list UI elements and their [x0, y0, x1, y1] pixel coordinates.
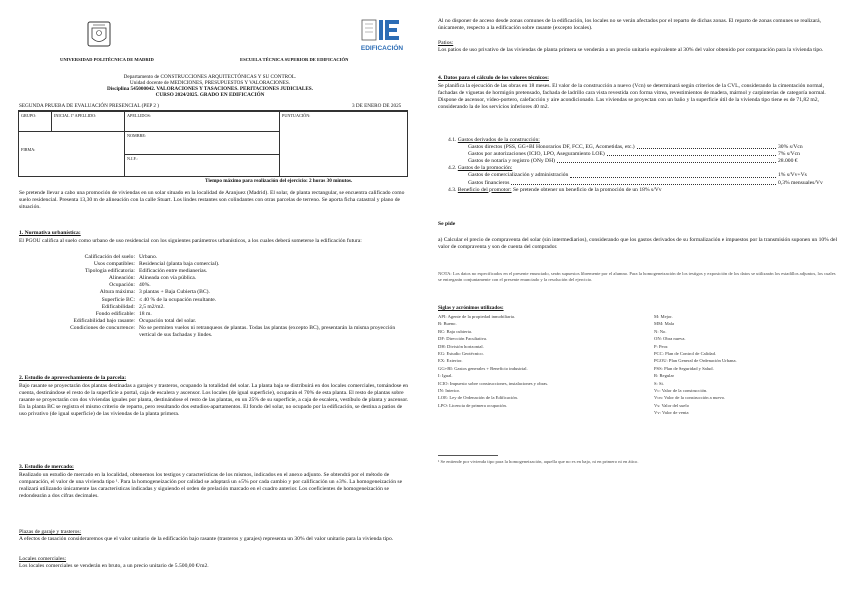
score-cell: PUNTUACIÓN:	[280, 112, 408, 177]
parameter-row	[19, 325, 409, 339]
cost-line	[448, 158, 838, 165]
section1-intro: El PGOU califica al suelo como urbano de uso residencial con los siguientes parámetros urbanísticos, a los cuales deberá someterse la edificación futura:	[19, 238, 362, 244]
leader-dots	[607, 151, 776, 156]
initial-cell[interactable]: INICIAL 1º APELLIDO:	[52, 112, 125, 132]
course-line: CURSO 2024/2025. GRADO EN EDIFICACIÓN	[155, 92, 265, 98]
parameter-value: 18 m.	[139, 310, 152, 317]
exam-identification-table	[18, 111, 408, 177]
section2-text: Bajo rasante se proyectarán dos plantas destinadas a garajes y trasteros, ocupando la totalidad del solar. La planta baja se distribuirá en dos locales comerciales, tomándose en cuenta, destinándose el resto de la superficie a portal, caja de escalera y ascensor. Los locales (de igual superficie), ocuparán el 70% de esta planta. El resto de plantas sobre rasante se proyectarán con dos viviendas iguales por planta, destinándose el resto de las plantas, en un 25% de su superficie, a caja de escalera, vestíbulo de planta y ascensor. En la planta BC se registra el mismo criterio de reparto, pero resultando dos estudios-apartamentos. El fondo del solar, no ocupado por la edificación, se destina a patios de uso privativo (de igual superficie) de las viviendas de la planta primera.	[19, 383, 409, 418]
parameter-label: Condiciones de concurrence:	[70, 324, 135, 331]
parameter-row	[19, 282, 409, 289]
cost-line-value: 7% s/Vcn	[778, 151, 800, 158]
parameter-value: Edificación entre medianerías.	[139, 268, 208, 275]
parameter-value: 3 plantas + Baja Cubierta (BC).	[139, 289, 210, 296]
edificacion-logo-text: EDIFICACIÓN	[360, 45, 404, 52]
acronym-entry: API: Agente de la propiedad inmobiliaria.	[438, 314, 516, 319]
cost-line-value: 1% s/Vv+Vs	[778, 172, 807, 179]
acronym-entry: R: Regular	[654, 373, 675, 379]
parameter-label: Ocupación:	[109, 282, 135, 289]
parameter-row	[19, 304, 409, 311]
cost-line-text: Gastos financieros	[468, 179, 510, 186]
section2-title: 2. Estudio de aprovechamiento de la parcela:	[19, 375, 127, 381]
parameter-row	[19, 261, 409, 268]
acronym-entry: Vs: Valor del suelo	[654, 402, 690, 408]
parameter-row	[19, 318, 409, 325]
cost-item-title: Gastos derivados de la construcción:	[457, 137, 540, 143]
cost-line	[448, 180, 838, 187]
university-name: UNIVERSIDAD POLITÉCNICA DE MADRID	[60, 57, 154, 62]
cost-line-value: 30% s/Vcn	[778, 144, 803, 151]
parameter-row	[19, 275, 409, 282]
exam-title: SEGUNDA PRUEBA DE EVALUACIÓN PRESENCIAL (PEP 2 )	[19, 103, 160, 109]
acronym-entry: BC: Baja cubierta.	[438, 328, 473, 334]
acronym-entry: EG: Estudio Geotécnico.	[438, 351, 484, 357]
leader-dots	[570, 172, 776, 177]
upm-logo	[82, 18, 116, 52]
parameter-value: Alineada con vía pública.	[139, 275, 197, 282]
patios-title: Patios:	[438, 40, 454, 46]
acronym-entry: M: Mejor.	[654, 314, 673, 319]
cost-item-heading	[448, 187, 838, 194]
intro-paragraph: Se pretende llevar a cabo una promoción de viviendas en un solar situado en la localidad de Aranjuez (Madrid). El solar, de planta rectangular, se encuentra calificado como suelo residencial. Presenta 13,30 m de alineación con la calle Stuart. Los lindes restantes son colindantes con otras parcelas de terreno. Se aporta ficha catastral y plano de situación.	[19, 190, 405, 211]
urban-parameters	[19, 254, 409, 339]
acronym-entry: LOE: Ley de Ordenación de la Edificación.	[438, 395, 518, 401]
acronym-entry: Vv: Valor de venta	[654, 410, 689, 416]
acronym-entry: Vcn: Valor de la construcción a nuevo.	[654, 395, 726, 401]
locals-title: Locales comerciales:	[19, 556, 67, 562]
acronym-entry: GG+BI: Gastos generales + Beneficio industrial.	[438, 365, 528, 371]
cost-item-number: 4.2.	[448, 165, 458, 172]
parameter-value: No se permiten vuelos ni retranqueos de plantas. Todas las plantas (excepto BC), presentarán la misma proyección vertical de sus fachadas y lindes.	[139, 324, 396, 339]
cost-items	[448, 137, 838, 194]
surnames-cell[interactable]: APELLIDOS:	[125, 112, 280, 132]
acronyms-right	[654, 313, 834, 417]
acronym-entry: PCC: Plan de Control de Calidad.	[654, 351, 717, 357]
acronym-entry: B: Bueno.	[438, 321, 457, 327]
acronym-entry: I: Igual.	[438, 373, 453, 379]
cost-line-text: Gastos de notaría y registro (ONy DH)	[468, 158, 555, 165]
cost-line-text: Se pretende obtener un beneficio de la promoción de un 18% s/Vv	[511, 186, 662, 193]
parameter-value: ≤ 40 % de la ocupación resultante.	[139, 296, 217, 303]
cost-line-value: 28.000 €	[778, 158, 798, 165]
acronym-entry: PGOU: Plan General de Ordenación Urbana.	[654, 358, 737, 364]
garages-title: Plazas de garaje y trasteros:	[19, 529, 82, 535]
zones-paragraph: Al no disponer de acceso desde zonas comunes de la edificación, los locales no se verán afectados por el reparto de dichas zonas. El reparto de zonas comunes se realizará, únicamente, respecto a la edificación sobre rasante (excepto locales).	[438, 18, 822, 32]
cost-line-value: 0,3% mensuales/Vv	[778, 179, 823, 186]
parameter-row	[19, 297, 409, 304]
parameter-label: Edificabilidad:	[101, 303, 135, 310]
parameter-label: Altura máxima:	[99, 289, 135, 296]
acronym-entry: ICIO: Impuesto sobre construcciones, instalaciones y obras.	[438, 380, 549, 386]
cost-line-text: Gastos por autorizaciones (ICIO, LPO, Aseguramiento LOE)	[468, 151, 605, 158]
signature-cell[interactable]: FIRMA:	[19, 132, 125, 177]
section3-text: Realizado un estudio de mercado en la localidad, obtenemos los testigos y características de los mismos, indicados en el anexo adjunto. Se obtendrá por el método de comparación, el valor de una vivienda tipo ¹. Para la homogeneización por calidad se adoptará un ±5% por cada cambio y por calificación un ±3%. La homogeneización se realizará utilizando únicamente las características indicadas y siguiendo el orden de prelación marcado en el cuadro anterior. Los coeficientes de homogeneización se redondearán a dos cifras decimales.	[19, 472, 403, 500]
department-line: Departamento de CONSTRUCCIONES ARQUITECTÓNICAS Y SU CONTROL.	[123, 74, 297, 80]
group-cell[interactable]: GRUPO:	[19, 112, 52, 132]
acronym-entry: PSS: Plan de Seguridad y Salud.	[654, 365, 714, 371]
patios-text: Los patios de uso privativo de las viviendas de planta primera se venderán a un precio unitario equivalente al 30% del valor obtenido por comparación para la vivienda tipo.	[438, 47, 824, 53]
note-paragraph: NOTA: Los datos no especificados en el presente enunciado, serán supuestos libremente por el alumno. Para la homogeneización de los testigos y exposición de los datos se utilizarán los estadillos adjuntos, los cuales se entregarán conjuntamente con el presente enunciado y la resolución del ejercicio.	[438, 271, 836, 282]
cost-item-heading	[448, 165, 838, 172]
parameter-value: 40%.	[139, 282, 151, 289]
acronym-entry: LPO: Licencia de primera ocupación.	[438, 402, 508, 408]
right-page	[424, 0, 848, 599]
acronyms-left	[438, 313, 638, 409]
parameter-value: Residencial (planta baja comercial).	[139, 261, 220, 268]
parameter-label: Fondo edificable:	[95, 310, 135, 317]
parameter-row	[19, 268, 409, 275]
leader-dots	[511, 180, 776, 185]
cost-item-title: Beneficio del promotor:	[457, 186, 512, 193]
acronym-entry: ON: Obra nueva.	[654, 336, 686, 342]
question-a: a) Calcular el precio de compraventa del solar (sin intermediarios), considerando que los gastos derivados de su formalización e impuestos por la transmisión suponen un 10% del valor de compraventa y son de cuenta del comprador.	[438, 237, 838, 251]
parameter-value: 2,5 m2/m2.	[139, 303, 165, 310]
acronyms-title: Siglas y acrónimos utilizados:	[438, 305, 504, 311]
parameter-label: Superficie BC:	[101, 296, 135, 303]
acronym-entry: DF: Dirección Facultativa.	[438, 336, 488, 342]
acronym-entry: MM: Mala	[654, 321, 675, 327]
cost-item-number: 4.1.	[448, 137, 458, 143]
acronym-entry: IN: Interior.	[438, 388, 460, 394]
cost-item-number: 4.3.	[448, 186, 458, 193]
section4-text: Se planifica la ejecución de las obras en 18 meses. El valor de la construcción a nuevo (Vcn) se determinará según criterios de la CVL, considerando la cimentación normal, fachadas de viguetas de hormigón pretensado, fachada de ladrillo cara vista revestida con forma vitrea, revestimientos de madera, mármol y carpinterías de categoría normal. Dispone de ascensor, vídeo-portero, calefacción y aire acondicionado. Las viviendas se proyectan con un baño y la superficie útil de la vivienda tipo tiene es de 71,82 m2, considerando la de los servicios inferiores 40 m2.	[438, 83, 826, 111]
cost-line-text: Gastos directos (PSS, GG+BI Honorarios DF, FCC, EG, Acometidas, etc.)	[468, 144, 635, 151]
exam-date: 3 DE ENERO DE 2025	[352, 103, 402, 109]
parameter-label: Tipología edificatoria:	[85, 268, 135, 275]
section1-title: 1. Normativa urbanística:	[19, 230, 81, 236]
cost-line	[448, 172, 838, 179]
cost-line-text: Gastos de comercialización y administración	[468, 172, 569, 179]
leader-dots	[637, 144, 776, 149]
parameter-label: Calificación del suelo:	[84, 254, 135, 260]
parameter-label: Usos compatibles:	[93, 261, 135, 268]
subject-line: Disciplina 545000042. VALORACIONES Y TASACIONES. PERITACIONES JUDICIALES.	[107, 86, 313, 92]
name-cell[interactable]: NOMBRE:	[125, 132, 280, 154]
locals-text: Los locales comerciales se venderán en bruto, a un precio unitario de 5.500,00 €/m2.	[19, 563, 209, 569]
parameter-value: Urbano.	[139, 254, 158, 260]
parameter-row	[19, 289, 409, 296]
acronym-entry: S: Si.	[654, 380, 664, 386]
unit-line: Unidad docente de MEDICIONES, PRESUPUESTOS Y VALORACIONES.	[129, 80, 291, 86]
parameter-row	[19, 311, 409, 318]
footnote-rule	[438, 455, 498, 456]
school-name: ESCUELA TÉCNICA SUPERIOR DE EDIFICACIÓN	[240, 57, 349, 62]
parameter-label: Alineación:	[108, 275, 135, 282]
se-pide: Se pide	[438, 221, 456, 227]
acronym-entry: DH: División horizontal.	[438, 343, 484, 349]
cost-item-title: Gastos de la promoción:	[457, 165, 513, 172]
acronym-entry: EX: Exterior.	[438, 358, 463, 364]
time-limit: Tiempo máximo para realización del ejercicio: 2 horas 30 minutos.	[205, 178, 353, 184]
section4-title: 4. Datos para el cálculo de los valores técnicos:	[438, 75, 549, 81]
footnote: ¹ Se entiende por vivienda tipo para la homogeneización, aquella que no es en bajo, ni en primero ni en ático.	[438, 459, 639, 464]
parameter-value: Ocupación total del solar.	[139, 317, 197, 324]
nif-cell[interactable]: N.I.F.:	[125, 154, 280, 176]
acronym-entry: N: No.	[654, 328, 667, 334]
edificacion-logo	[360, 18, 404, 58]
section3-title: 3. Estudio de mercado:	[19, 464, 74, 470]
leader-dots	[557, 158, 776, 163]
acronym-entry: P: Peor.	[654, 343, 669, 349]
parameter-label: Edificabilidad bajo rasante:	[73, 317, 135, 324]
garages-text: A efectos de tasación consideraremos que el valor unitario de la edificación bajo rasante (trasteros y garajes) representa un 30% del valor unitario para la vivienda tipo.	[19, 536, 394, 542]
acronym-entry: Vc: Valor de la construcción.	[654, 388, 708, 394]
